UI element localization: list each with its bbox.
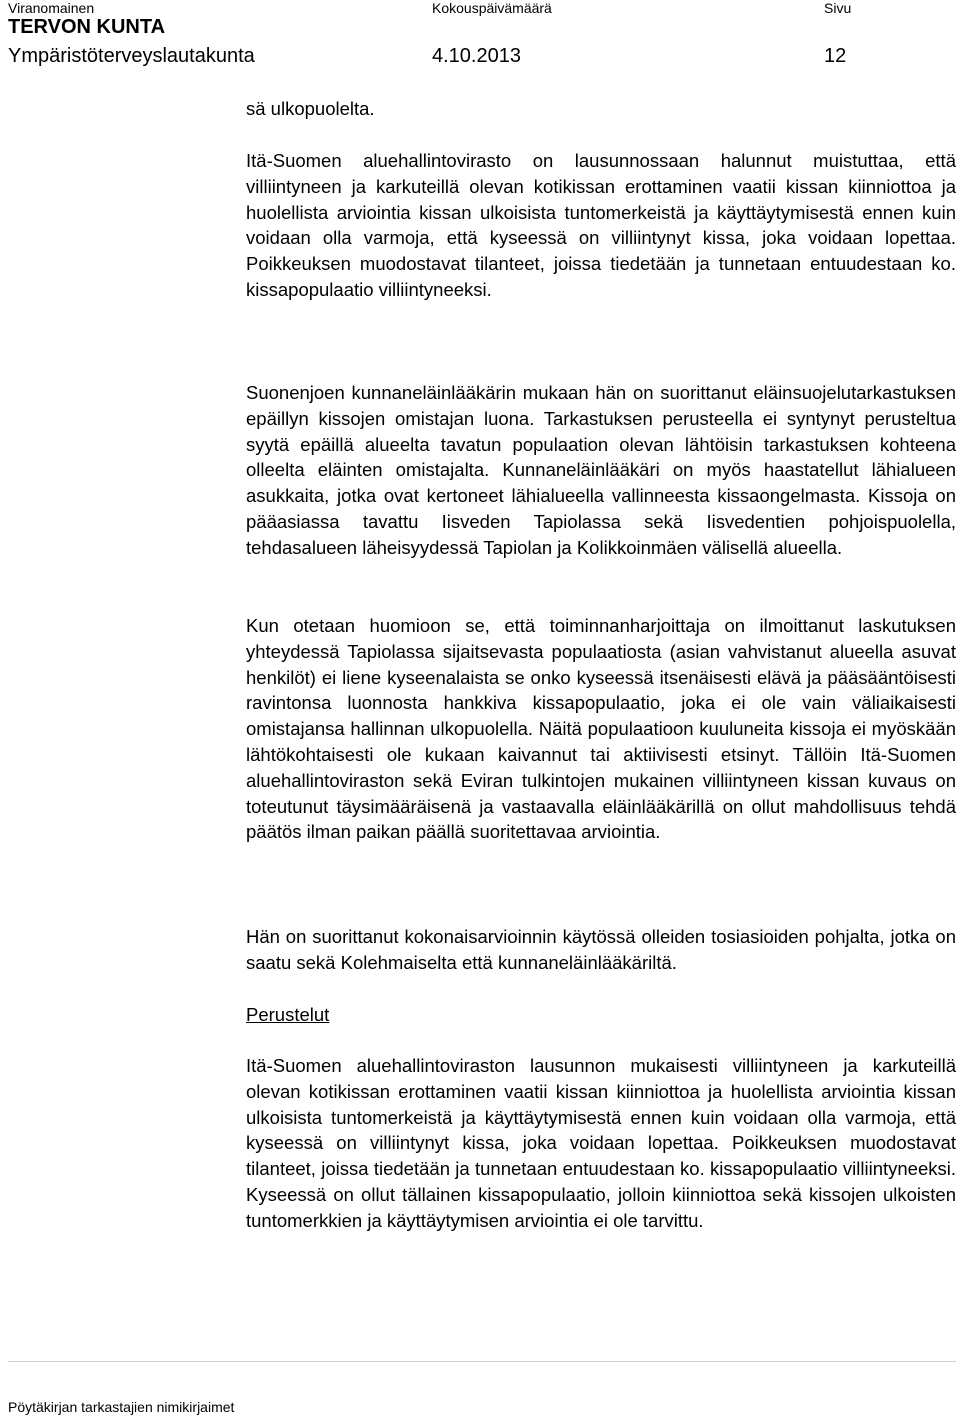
section-heading-perustelut: Perustelut xyxy=(246,1004,330,1025)
page-number: 12 xyxy=(824,45,847,67)
authority-label: Viranomainen xyxy=(8,0,95,16)
meeting-date: 4.10.2013 xyxy=(432,45,521,67)
committee-name: Ympäristöterveyslautakunta xyxy=(8,45,255,67)
paragraph-continuation: sä ulkopuolelta. xyxy=(246,98,375,119)
meeting-date-label: Kokouspäivämäärä xyxy=(432,0,552,16)
page-label: Sivu xyxy=(824,0,852,16)
paragraph-veterinarian-inspection: Suonenjoen kunnaneläinlääkärin mukaan hän on suorittanut eläinsuojelutarkastuksen epäillyn kissojen omistajan luona. Tarkastuksen perusteella ei syntynyt perusteltua syytä epäillä alueelta tavatun populaation olevan lähtöisin tarkastuksen kohteena olleelta eläinten omistajalta. Kunnaneläinlääkäri on myös haastatellut lähialueen asukkaita, jotka ovat kertoneet lähialueella vallinneesta kissaongelmasta. Kissoja on pääasiassa tavattu Iisveden Tapiolassa sekä Iisvedentien pohjoispuolella, tehdasalueen läheisyydessä Tapiolan ja Kolikkoinmäen välisellä alueella. xyxy=(246,382,956,558)
paragraph-avi-statement: Itä-Suomen aluehallintovirasto on lausunnossaan halunnut muistuttaa, että villiintyneen ja karkuteillä olevan kotikissan erottaminen vaatii kissan kiinniottoa ja huolellista arviointia kissan ulkoisista tuntomerkeistä ja käyttäytymisestä ennen kuin voidaan olla varmoja, että kyseessä on villiintynyt kissa, joka voidaan lopettaa. Poikkeuksen muodostavat tilanteet, joissa tiedetään ja tunnetaan entuudestaan ko. kissapopulaatio villiintyneeksi. xyxy=(246,150,956,300)
paragraph-population-assessment: Kun otetaan huomioon se, että toiminnanharjoittaja on ilmoittanut laskutuksen yhteydessä Tapiolassa sijaitsevasta populaatiosta (asian vahvistanut alueella asuvat henkilöt) ei liene kyseenalaista se onko kyseessä itsenäisesti elävä ja pääsääntöisesti ravintonsa luonnosta hankkiva kissapopulaatio, joka ei ole vain väliaikaisesti omistajansa hallinnan ulkopuolella. Näitä populaatioon kuuluneita kissoja ei myöskään lähtökohtaisesti ole kukaan kaivannut tai aktiivisesti etsinyt. Tällöin Itä-Suomen aluehallintoviraston sekä Eviran tulkintojen mukainen villiintyneen kissan kuvaus on toteutunut täysimääräisenä ja vastaavalla eläinlääkärillä on ollut mahdollisuus tehdä päätös ilman paikan päällä suoritettavaa arviointia. xyxy=(246,615,956,843)
paragraph-reasoning: Itä-Suomen aluehallintoviraston lausunnon mukaisesti villiintyneen ja karkuteillä olevan kotikissan erottaminen vaatii kissan kiinniottoa ja huolellista arviointia kissan ulkoisista tuntomerkeistä ja käyttäytymisestä ennen kuin voidaan olla varmoja, että kyseessä on villiintynyt kissa, joka voidaan lopettaa. Poikkeuksen muodostavat tilanteet, joissa tiedetään ja tunnetaan entuudestaan ko. kissapopulaatio villiintyneeksi. Kyseessä on ollut tällainen kissapopulaatio, jolloin kiinniottoa sekä kissojen ulkoisten tuntomerkkien ja käyttäytymisen arviointia ei ole tarvittu. xyxy=(246,1055,956,1231)
body-text xyxy=(246,96,956,122)
signatures-label: Pöytäkirjan tarkastajien nimikirjaimet xyxy=(8,1399,235,1415)
footer-divider xyxy=(8,1361,956,1362)
organization-name: TERVON KUNTA xyxy=(8,16,166,38)
paragraph-overall-assessment: Hän on suorittanut kokonaisarvioinnin käytössä olleiden tosiasioiden pohjalta, jotka on saatu sekä Kolehmaiselta että kunnaneläinlääkäriltä. xyxy=(246,926,956,973)
